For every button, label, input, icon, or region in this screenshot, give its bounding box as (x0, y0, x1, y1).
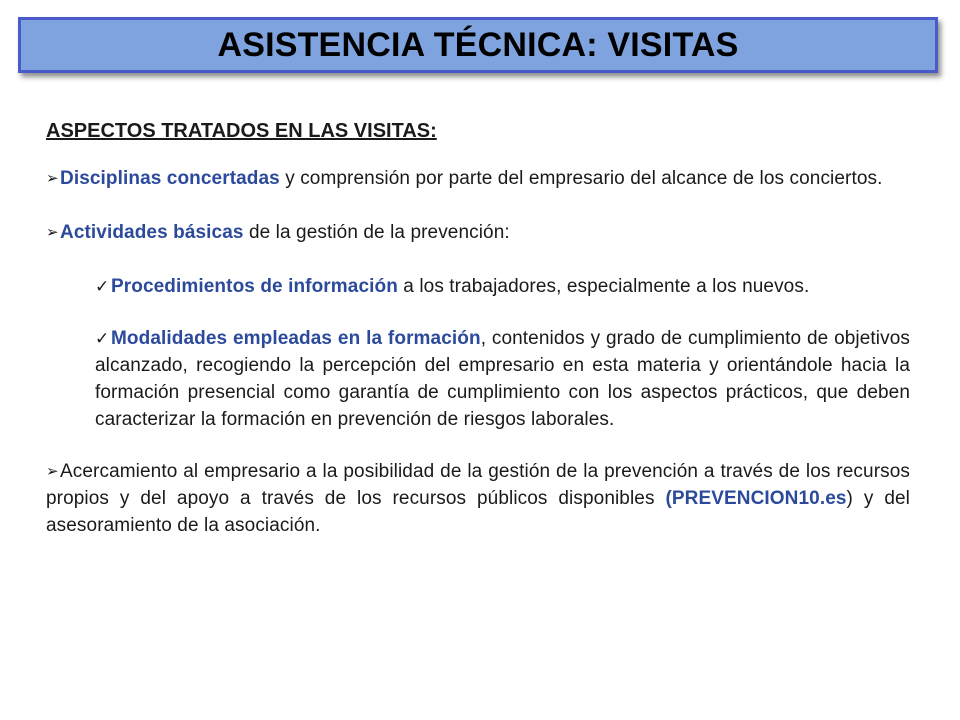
sub-item-highlight: Procedimientos de información (111, 276, 398, 297)
check-bullet-icon: ✓ (95, 329, 110, 348)
arrow-bullet-icon: ➢ (46, 463, 59, 480)
item-text: de la gestión de la prevención: (243, 222, 510, 243)
list-item-actividades (46, 219, 910, 246)
item-highlight: Disciplinas concertadas (60, 168, 280, 189)
sub-item-text: , contenidos y grado de cumplimiento de objetivos alcanzado, recogiendo la percepción del empresario en esta materia y orientándole hacia la formación presencial como garantía de cumplimiento con los aspectos prácticos, que deben caracterizar la formación en prevención de riesgos laborales. (95, 328, 910, 430)
list-item-acercamiento (46, 458, 910, 539)
sub-item-procedimientos (95, 273, 910, 300)
item-text-after: ) y del asesoramiento de la asociación. (46, 488, 910, 536)
check-bullet-icon: ✓ (95, 277, 110, 296)
item-highlight: Actividades básicas (60, 222, 244, 243)
slide-content (46, 118, 910, 566)
sub-item-text: a los trabajadores, especialmente a los nuevos. (397, 276, 810, 297)
title-banner (18, 17, 938, 73)
page-title: ASISTENCIA TÉCNICA: VISITAS (217, 25, 739, 64)
item-highlight: (PREVENCION10.es (665, 488, 847, 509)
item-text-before: Acercamiento al empresario a la posibilidad de la gestión de la prevención a través de los recursos propios y del apoyo a través de los recursos públicos disponibles (46, 461, 910, 509)
section-heading: ASPECTOS TRATADOS EN LAS VISITAS: (46, 120, 437, 142)
list-item-disciplinas (46, 165, 910, 192)
sub-item-highlight: Modalidades empleadas en la formación (111, 328, 481, 349)
item-text: y comprensión por parte del empresario del alcance de los conciertos. (279, 168, 883, 189)
sub-item-modalidades (95, 325, 910, 433)
arrow-bullet-icon: ➢ (46, 170, 59, 187)
arrow-bullet-icon: ➢ (46, 224, 59, 241)
